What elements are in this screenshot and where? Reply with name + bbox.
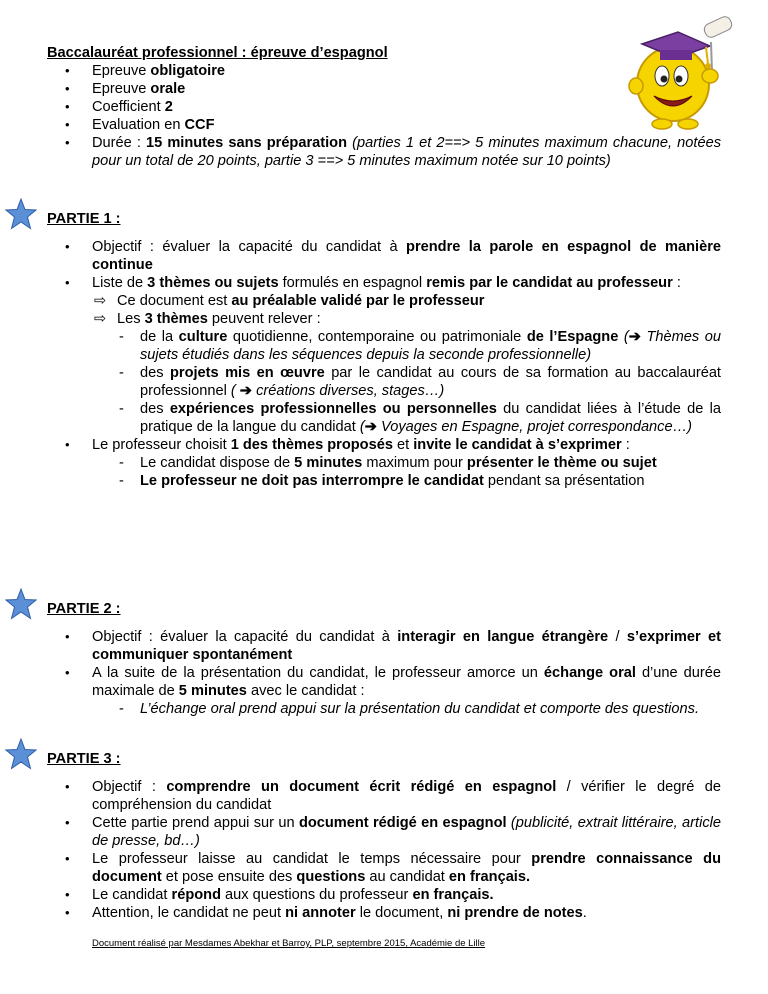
hollow-arrow-icon: ⇨ [94,311,107,327]
partie1-dash-culture: - de la culture quotidienne, contemporaine ou patrimoniale de l’Espagne (➔ Thèmes ou sujets étudiés dans les séquences depuis la seconde professionnelle) [119,329,721,363]
intro-item: • Evaluation en CCF [47,116,721,134]
partie1-dash-experiences: - des expériences professionnelles ou personnelles du candidat liées à l’étude de la pratique de la langue du candidat (➔ Voyages en Espagne, projet correspondance…) [119,401,721,435]
partie1-themes-item: ⇨ Les 3 thèmes peuvent relever : [94,311,321,327]
arrow-right-icon: ➔ [239,383,253,399]
partie2-dash-appui: - L’échange oral prend appui sur la présentation du candidat et comporte des questions. [119,701,699,717]
partie3-heading: PARTIE 3 : [47,751,121,767]
partie1-heading: PARTIE 1 : [47,211,121,227]
partie1-dash-interrompre: - Le professeur ne doit pas interrompre le candidat pendant sa présentation [119,473,645,489]
partie3-professeur: • Le professeur laisse au candidat le temps nécessaire pour prendre connaissance du document et pose ensuite des questions au candidat en français. [47,850,721,886]
star-icon [5,198,37,230]
partie2-heading: PARTIE 2 : [47,601,121,617]
partie1-liste: • Liste de 3 thèmes ou sujets formulés en espagnol remis par le candidat au professeur : ⇨ Ce document est au préalable validé par le professeur ⇨ Les 3 thèmes peuvent relever : - de la culture quotidienne, contemporaine ou patrimoniale de l’Espagne (➔ Thèmes ou sujets étudiés dans les séquences depuis la seconde professionnelle) - des projets mis en œuvre par le candidat au cours de sa formation au baccalauréat professionnel ( ➔ créations diverses, stages…) - des expériences professionnelles ou personnelles du candidat liées à l’étude de la pratique de la langue du candidat (➔ Voyages en Espagne, projet correspondance…) [47,274,721,436]
partie3-section [47,778,721,922]
partie2-objectif: • Objectif : évaluer la capacité du candidat à interagir en langue étrangère / s’exprimer et communiquer spontanément [47,628,721,664]
arrow-right-icon: ➔ [364,419,377,435]
partie3-objectif: • Objectif : comprendre un document écrit rédigé en espagnol / vérifier le degré de compréhension du candidat [47,778,721,814]
intro-item: • Durée : 15 minutes sans préparation (parties 1 et 2==> 5 minutes maximum chacune, notées pour un total de 20 points, partie 3 ==> 5 minutes maximum notée sur 10 points) [47,134,721,170]
page-title: Baccalauréat professionnel : épreuve d’espagnol [47,45,388,61]
partie1-dash-projets: - des projets mis en œuvre par le candidat au cours de sa formation au baccalauréat professionnel ( ➔ créations diverses, stages…) [119,365,721,399]
star-icon [5,588,37,620]
footer-credit: Document réalisé par Mesdames Abekhar et Barroy, PLP, septembre 2015, Académie de Lille [92,938,486,949]
intro-item: • Epreuve obligatoire [47,62,721,80]
partie1-doc-item: ⇨ Ce document est au préalable validé par le professeur [94,293,485,309]
intro-item: • Epreuve orale [47,80,721,98]
partie1-dash-duree: - Le candidat dispose de 5 minutes maximum pour présenter le thème ou sujet [119,455,657,471]
partie3-attention: • Attention, le candidat ne peut ni annoter le document, ni prendre de notes. [47,904,721,922]
partie3-reponse: • Le candidat répond aux questions du professeur en français. [47,886,721,904]
partie1-objectif: • Objectif : évaluer la capacité du candidat à prendre la parole en espagnol de manière continue [47,238,721,274]
intro-section [47,62,721,170]
partie1-section [47,238,721,490]
arrow-right-icon: ➔ [628,329,641,345]
partie2-section [47,628,721,718]
intro-item: • Coefficient 2 [47,98,721,116]
hollow-arrow-icon: ⇨ [94,293,107,309]
star-icon [5,738,37,770]
partie2-echange: • A la suite de la présentation du candidat, le professeur amorce un échange oral d’une durée maximale de 5 minutes avec le candidat : - L’échange oral prend appui sur la présentation du candidat et comporte des questions. [47,664,721,718]
partie1-professeur: • Le professeur choisit 1 des thèmes proposés et invite le candidat à s’exprimer : - Le candidat dispose de 5 minutes maximum pour présenter le thème ou sujet - Le professeur ne doit pas interrompre le candidat pendant sa présentation [47,436,721,490]
partie3-appui: • Cette partie prend appui sur un document rédigé en espagnol (publicité, extrait littéraire, article de presse, bd…) [47,814,721,850]
